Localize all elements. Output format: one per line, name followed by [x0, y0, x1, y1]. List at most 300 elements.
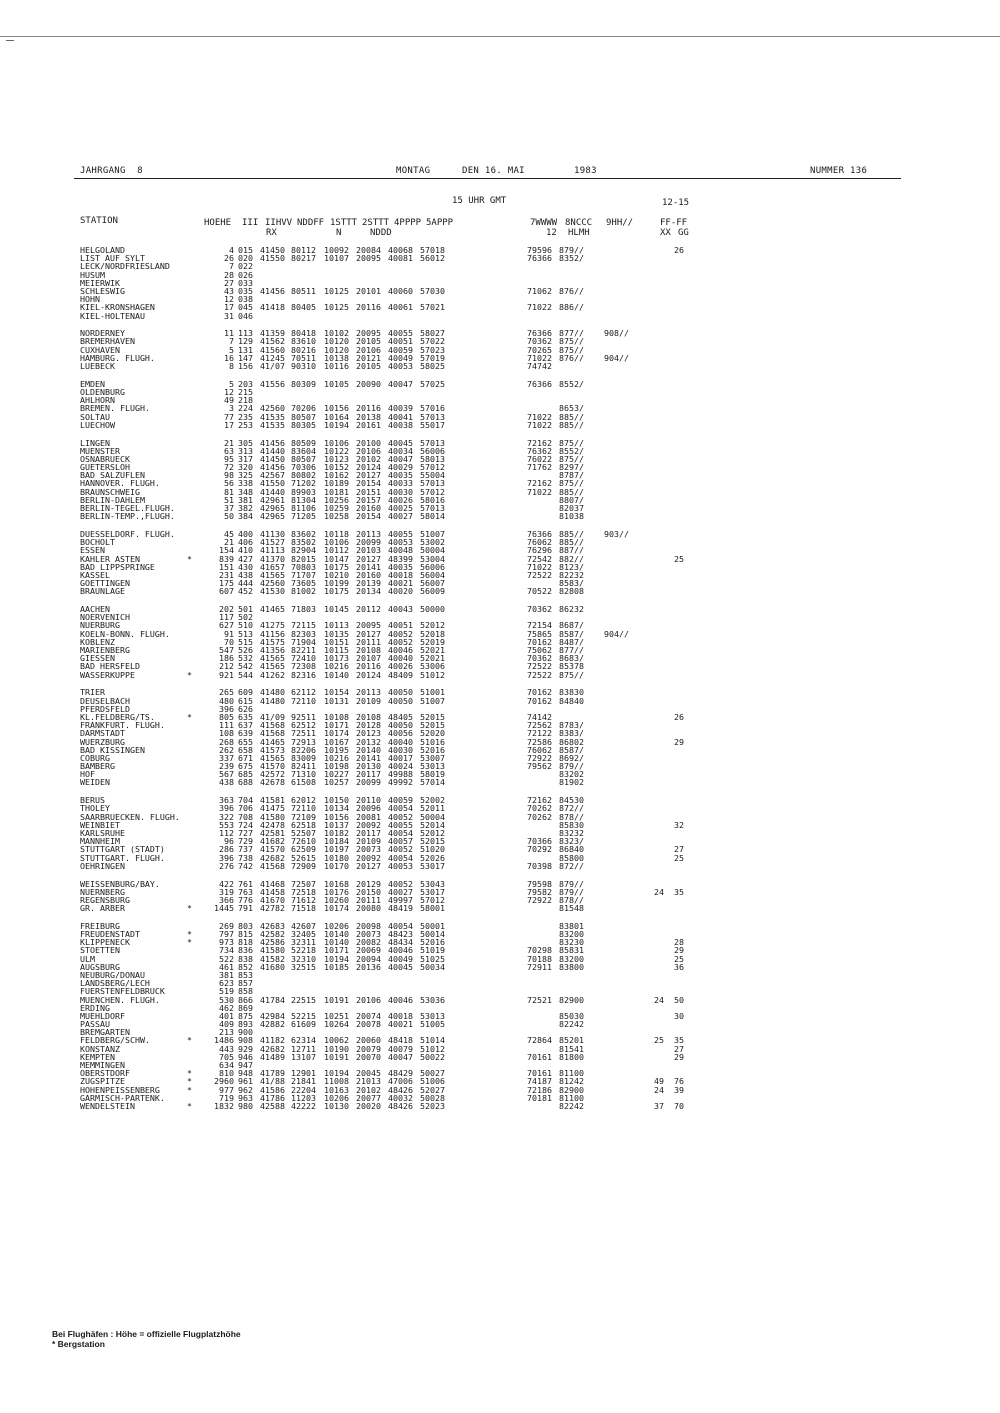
station-name: BREMERHAVEN	[80, 336, 135, 347]
group-nddff: 72507	[291, 878, 316, 889]
group-nddff: 82206	[291, 744, 316, 755]
col-rx: RX	[266, 228, 277, 238]
group-nddff: 62112	[291, 687, 316, 698]
group-5appp: 52020	[420, 728, 445, 739]
volume-label: JAHRGANG 8	[80, 166, 143, 176]
station-height: 719	[219, 1092, 234, 1103]
group-8nccc: 875//	[559, 669, 584, 680]
mountain-marker: *	[187, 937, 192, 948]
group-iihvv: 41535	[260, 411, 285, 422]
group-nddff: 12901	[291, 1068, 316, 1079]
group-8nccc: 8383/	[559, 728, 584, 739]
station-name: BRAUNSCHWEIG	[80, 486, 140, 497]
group-8nccc: 875//	[559, 453, 584, 464]
group-2sttt: 20124	[356, 462, 381, 473]
station-height: 31	[224, 310, 234, 321]
table-row	[80, 287, 720, 295]
group-7wwww: 72922	[527, 894, 552, 905]
group-4pppp: 40029	[388, 462, 413, 473]
group-5appp: 52012	[420, 827, 445, 838]
station-number: 348	[238, 486, 253, 497]
group-nddff: 42607	[291, 920, 316, 931]
station-height: 16	[224, 352, 234, 363]
station-name: WUERZBURG	[80, 736, 125, 747]
group-4pppp: 40021	[388, 578, 413, 589]
group-8nccc: 8297/	[559, 462, 584, 473]
group-1sttt: 10105	[324, 378, 349, 389]
group-5appp: 56006	[420, 561, 445, 572]
group-gg: 28	[674, 937, 684, 948]
group-1sttt: 10184	[324, 836, 349, 847]
group-nddff: 82904	[291, 545, 316, 556]
group-1sttt: 10140	[324, 669, 349, 680]
group-1sttt: 10113	[324, 620, 349, 631]
station-height: 797	[219, 929, 234, 940]
station-name: PFERDSFELD	[80, 703, 130, 714]
group-5appp: 52021	[420, 645, 445, 656]
station-height: 5	[229, 344, 234, 355]
group-5appp: 50001	[420, 920, 445, 931]
group-1sttt: 10256	[324, 494, 349, 505]
group-7wwww: 72186	[527, 1084, 552, 1095]
group-5appp: 51012	[420, 1043, 445, 1054]
station-number: 400	[238, 529, 253, 539]
group-4pppp: 48426	[388, 1100, 413, 1111]
station-height: 50	[224, 511, 234, 522]
group-7wwww: 71062	[527, 285, 552, 296]
group-iihvv: 41480	[260, 687, 285, 698]
station-name: LIST AUF SYLT	[80, 253, 145, 264]
group-4pppp: 40079	[388, 1043, 413, 1054]
group-5appp: 53013	[420, 761, 445, 772]
group-iihvv: 42961	[260, 494, 285, 505]
station-name: BRAUNLAGE	[80, 586, 125, 597]
table-row	[80, 778, 720, 786]
group-5appp: 51007	[420, 695, 445, 706]
group-8nccc: 82900	[559, 994, 584, 1005]
group-4pppp: 40068	[388, 245, 413, 255]
group-2sttt: 20113	[356, 529, 381, 539]
group-1sttt: 10194	[324, 1068, 349, 1079]
group-1sttt: 10138	[324, 352, 349, 363]
group-8nccc: 8352/	[559, 253, 584, 264]
group-5appp: 51016	[420, 736, 445, 747]
group-gg: 32	[674, 819, 684, 830]
group-8nccc: 879//	[559, 761, 584, 772]
station-name: NUERNBERG	[80, 886, 125, 897]
group-4pppp: 49988	[388, 769, 413, 780]
group-4pppp: 40052	[388, 844, 413, 855]
group-iihvv: 42682	[260, 1043, 285, 1054]
station-height: 7	[229, 336, 234, 347]
header-rule	[74, 178, 901, 179]
group-8nccc: 81902	[559, 777, 584, 788]
group-8nccc: 885//	[559, 529, 584, 539]
group-5appp: 57014	[420, 777, 445, 788]
station-name: WENDELSTEIN	[80, 1100, 135, 1111]
group-2sttt: 20100	[356, 437, 381, 448]
group-9hh: 904//	[604, 352, 629, 363]
group-8nccc: 85800	[559, 852, 584, 863]
group-iihvv: 41450	[260, 245, 285, 255]
group-iihvv: 41657	[260, 561, 285, 572]
col-9hh: 9HH//	[606, 218, 634, 228]
group-iihvv: 41418	[260, 302, 285, 313]
station-height: 28	[224, 269, 234, 280]
station-height: 977	[219, 1084, 234, 1095]
group-8nccc: 876//	[559, 352, 584, 363]
group-4pppp: 49997	[388, 894, 413, 905]
group-2sttt: 20110	[356, 795, 381, 806]
group-8nccc: 887//	[559, 545, 584, 556]
group-nddff: 22515	[291, 994, 316, 1005]
group-nddff: 21841	[291, 1076, 316, 1087]
group-2sttt: 20127	[356, 470, 381, 481]
group-1sttt: 10135	[324, 628, 349, 639]
group-5appp: 52016	[420, 744, 445, 755]
station-number: 513	[238, 628, 253, 639]
group-4pppp: 48419	[388, 903, 413, 914]
group-iihvv: 41245	[260, 352, 285, 363]
table-row	[80, 421, 720, 429]
group-8nccc: 85030	[559, 1010, 584, 1021]
group-7wwww: 76366	[527, 529, 552, 539]
group-iihvv: 42682	[260, 852, 285, 863]
group-2sttt: 20116	[356, 403, 381, 414]
station-height: 213	[219, 1027, 234, 1038]
group-iihvv: 42586	[260, 937, 285, 948]
group-5appp: 52021	[420, 653, 445, 664]
group-1sttt: 10174	[324, 903, 349, 914]
station-name: ERDING	[80, 1002, 110, 1013]
group-2sttt: 20136	[356, 961, 381, 972]
station-number: 045	[238, 302, 253, 313]
group-4pppp: 40054	[388, 803, 413, 814]
group-7wwww: 72864	[527, 1035, 552, 1046]
group-gg: 70	[674, 1100, 684, 1111]
group-4pppp: 47006	[388, 1076, 413, 1087]
station-name: WASSERKUPPE	[80, 669, 135, 680]
group-8nccc: 82037	[559, 503, 584, 514]
station-name: BREMGARTEN	[80, 1027, 130, 1038]
group-4pppp: 40027	[388, 886, 413, 897]
group-5appp: 51014	[420, 1035, 445, 1046]
station-number: 526	[238, 645, 253, 656]
table-row	[80, 587, 720, 595]
group-8nccc: 882//	[559, 553, 584, 564]
station-number: 615	[238, 695, 253, 706]
group-iihvv: 41680	[260, 961, 285, 972]
group-7wwww: 72522	[527, 569, 552, 580]
group-8nccc: 885//	[559, 486, 584, 497]
mountain-marker: *	[187, 1100, 192, 1111]
group-2sttt: 20138	[356, 411, 381, 422]
station-name: SOLTAU	[80, 411, 110, 422]
group-4pppp: 48418	[388, 1035, 413, 1046]
station-number: 980	[238, 1100, 253, 1111]
group-5appp: 58027	[420, 328, 445, 339]
station-number: 381	[238, 494, 253, 505]
station-name: BAD HERSFELD	[80, 661, 140, 672]
station-table	[80, 246, 720, 1110]
group-2sttt: 20102	[356, 1084, 381, 1095]
group-4pppp: 40040	[388, 653, 413, 664]
group-2sttt: 20160	[356, 503, 381, 514]
group-5appp: 55004	[420, 470, 445, 481]
group-5appp: 55017	[420, 419, 445, 430]
group-7wwww: 70292	[527, 844, 552, 855]
group-4pppp: 40032	[388, 1092, 413, 1103]
group-5appp: 57013	[420, 478, 445, 489]
group-iihvv: 41535	[260, 419, 285, 430]
group-nddff: 92511	[291, 711, 316, 722]
group-nddff: 70511	[291, 352, 316, 363]
group-2sttt: 20141	[356, 752, 381, 763]
station-name: ULM	[80, 953, 95, 964]
station-number: 026	[238, 269, 253, 280]
footnote-mountain: * Bergstation	[52, 1339, 105, 1349]
station-name: BAD LIPPSPRINGE	[80, 561, 155, 572]
group-5appp: 53006	[420, 661, 445, 672]
station-height: 56	[224, 478, 234, 489]
group-iihvv: 41565	[260, 752, 285, 763]
station-height: 175	[219, 578, 234, 589]
group-nddff: 61508	[291, 777, 316, 788]
group-2sttt: 20150	[356, 886, 381, 897]
table-row	[80, 303, 720, 311]
station-number: 022	[238, 261, 253, 272]
group-iihvv: 42882	[260, 1019, 285, 1030]
group-4pppp: 40041	[388, 411, 413, 422]
group-5appp: 51019	[420, 945, 445, 956]
group-2sttt: 20082	[356, 937, 381, 948]
group-8nccc: 876//	[559, 285, 584, 296]
date-label: DEN 16. MAI	[462, 166, 525, 176]
group-2sttt: 20084	[356, 245, 381, 255]
group-gg: 76	[674, 1076, 684, 1087]
group-nddff: 80217	[291, 253, 316, 264]
group-8nccc: 8787/	[559, 470, 584, 481]
group-8nccc: 85831	[559, 945, 584, 956]
col-nddff: NDDFF	[297, 218, 325, 228]
group-2sttt: 20103	[356, 545, 381, 556]
group-4pppp: 40051	[388, 336, 413, 347]
table-row	[80, 388, 720, 396]
group-iihvv: 41262	[260, 669, 285, 680]
group-7wwww: 72122	[527, 728, 552, 739]
group-iihvv: 41489	[260, 1051, 285, 1062]
col-1sttt: 1STTT	[330, 218, 358, 228]
group-5appp: 57022	[420, 336, 445, 347]
group-gg: 35	[674, 886, 684, 897]
station-number: 129	[238, 336, 253, 347]
station-name: HAMBURG. FLUGH.	[80, 352, 155, 363]
station-name: LINGEN	[80, 437, 110, 448]
group-1sttt: 10118	[324, 529, 349, 539]
station-name: STOETTEN	[80, 945, 120, 956]
station-number: 532	[238, 653, 253, 664]
station-height: 627	[219, 620, 234, 631]
group-ff: 37	[654, 1100, 664, 1111]
group-7wwww: 70362	[527, 336, 552, 347]
station-name: HUSUM	[80, 269, 105, 280]
station-height: 51	[224, 494, 234, 505]
group-5appp: 58001	[420, 903, 445, 914]
station-height: 396	[219, 852, 234, 863]
group-1sttt: 10195	[324, 744, 349, 755]
table-row	[80, 671, 720, 679]
group-2sttt: 20112	[356, 604, 381, 615]
group-7wwww: 72911	[527, 961, 552, 972]
group-1sttt: 10168	[324, 878, 349, 889]
group-1sttt: 10206	[324, 1092, 349, 1103]
group-nddff: 72511	[291, 728, 316, 739]
group-4pppp: 40035	[388, 561, 413, 572]
group-4pppp: 40045	[388, 437, 413, 448]
mountain-marker: *	[187, 929, 192, 940]
station-height: 363	[219, 795, 234, 806]
table-row	[80, 1102, 720, 1110]
station-height: 547	[219, 645, 234, 656]
group-gg: 35	[674, 1035, 684, 1046]
group-ff: 24	[654, 994, 664, 1005]
group-7wwww: 76062	[527, 537, 552, 548]
station-number: 542	[238, 661, 253, 672]
group-2sttt: 20099	[356, 537, 381, 548]
group-5appp: 52015	[420, 720, 445, 731]
group-2sttt: 20078	[356, 1019, 381, 1030]
station-height: 70	[224, 636, 234, 647]
group-1sttt: 10175	[324, 586, 349, 597]
table-row	[80, 362, 720, 370]
group-8nccc: 8123/	[559, 561, 584, 572]
station-name: GR. ARBER	[80, 903, 125, 914]
group-iihvv: 41556	[260, 378, 285, 389]
group-nddff: 62012	[291, 795, 316, 806]
group-5appp: 57012	[420, 462, 445, 473]
year-label: 1983	[574, 166, 597, 176]
group-7wwww: 70362	[527, 653, 552, 664]
station-number: 215	[238, 387, 253, 397]
group-8nccc: 86840	[559, 844, 584, 855]
station-name: COBURG	[80, 752, 110, 763]
group-iihvv: 41568	[260, 860, 285, 871]
group-1sttt: 10062	[324, 1035, 349, 1046]
col-nddd: NDDD	[370, 228, 392, 238]
col-8nccc: 8NCCC	[565, 218, 593, 228]
group-4pppp: 40053	[388, 860, 413, 871]
group-nddff: 72913	[291, 736, 316, 747]
group-2sttt: 20113	[356, 687, 381, 698]
group-4pppp: 40081	[388, 253, 413, 264]
group-2sttt: 20139	[356, 578, 381, 589]
station-height: 366	[219, 894, 234, 905]
group-2sttt: 20101	[356, 285, 381, 296]
station-name: STUTTGART (STADT)	[80, 844, 165, 855]
group-1sttt: 10140	[324, 929, 349, 940]
group-7wwww: 70298	[527, 945, 552, 956]
table-row	[80, 1020, 720, 1028]
group-iihvv: 41562	[260, 336, 285, 347]
group-7wwww: 72162	[527, 478, 552, 489]
group-iihvv: 42683	[260, 920, 285, 931]
group-7wwww: 79562	[527, 761, 552, 772]
group-1sttt: 10112	[324, 545, 349, 556]
group-8nccc: 83232	[559, 827, 584, 838]
group-2sttt: 20140	[356, 744, 381, 755]
group-4pppp: 40018	[388, 1010, 413, 1021]
group-iihvv: 41440	[260, 486, 285, 497]
station-height: 734	[219, 945, 234, 956]
group-8nccc: 82808	[559, 586, 584, 597]
group-7wwww: 70362	[527, 604, 552, 615]
group-2sttt: 20077	[356, 1092, 381, 1103]
station-number: 929	[238, 1043, 253, 1054]
station-height: 461	[219, 961, 234, 972]
group-2sttt: 20105	[356, 361, 381, 372]
group-nddff: 22204	[291, 1084, 316, 1095]
group-5appp: 52015	[420, 711, 445, 722]
group-8nccc: 81100	[559, 1092, 584, 1103]
group-8nccc: 81242	[559, 1076, 584, 1087]
group-2sttt: 20106	[356, 344, 381, 355]
group-8nccc: 886//	[559, 302, 584, 313]
station-number: 038	[238, 294, 253, 305]
col-2sttt: 2STTT	[362, 218, 390, 228]
station-number: 869	[238, 1002, 253, 1013]
station-name: BERLIN-TEGEL.FLUGH.	[80, 503, 175, 514]
group-8nccc: 8587/	[559, 744, 584, 755]
group-4pppp: 40054	[388, 827, 413, 838]
station-name: KOELN-BONN. FLUGH.	[80, 628, 170, 639]
station-number: 147	[238, 352, 253, 363]
group-2sttt: 20096	[356, 803, 381, 814]
station-height: 1486	[214, 1035, 234, 1046]
group-nddff: 72110	[291, 803, 316, 814]
group-5appp: 57013	[420, 411, 445, 422]
group-7wwww: 70522	[527, 586, 552, 597]
group-5appp: 56009	[420, 586, 445, 597]
station-height: 96	[224, 836, 234, 847]
group-4pppp: 40057	[388, 836, 413, 847]
group-nddff: 71202	[291, 478, 316, 489]
group-1sttt: 10163	[324, 1084, 349, 1095]
group-8nccc: 83801	[559, 920, 584, 931]
group-4pppp: 40030	[388, 744, 413, 755]
group-8nccc: 81541	[559, 1043, 584, 1054]
group-5appp: 58025	[420, 361, 445, 372]
station-number: 908	[238, 1035, 253, 1046]
station-height: 705	[219, 1051, 234, 1062]
group-4pppp: 40052	[388, 878, 413, 889]
group-1sttt: 10216	[324, 752, 349, 763]
group-nddff: 82303	[291, 628, 316, 639]
group-9hh: 908//	[604, 328, 629, 339]
group-7wwww: 72522	[527, 669, 552, 680]
station-number: 853	[238, 969, 253, 980]
group-7wwww: 76296	[527, 545, 552, 556]
group-1sttt: 10191	[324, 1051, 349, 1062]
group-1sttt: 10180	[324, 852, 349, 863]
group-nddff: 71707	[291, 569, 316, 580]
mountain-marker: *	[187, 669, 192, 680]
group-nddff: 32311	[291, 937, 316, 948]
group-iihvv: 41550	[260, 253, 285, 264]
group-7wwww: 72562	[527, 720, 552, 731]
station-number: 838	[238, 953, 253, 964]
station-name: SCHLESWIG	[80, 285, 125, 296]
group-8nccc: 8687/	[559, 620, 584, 631]
